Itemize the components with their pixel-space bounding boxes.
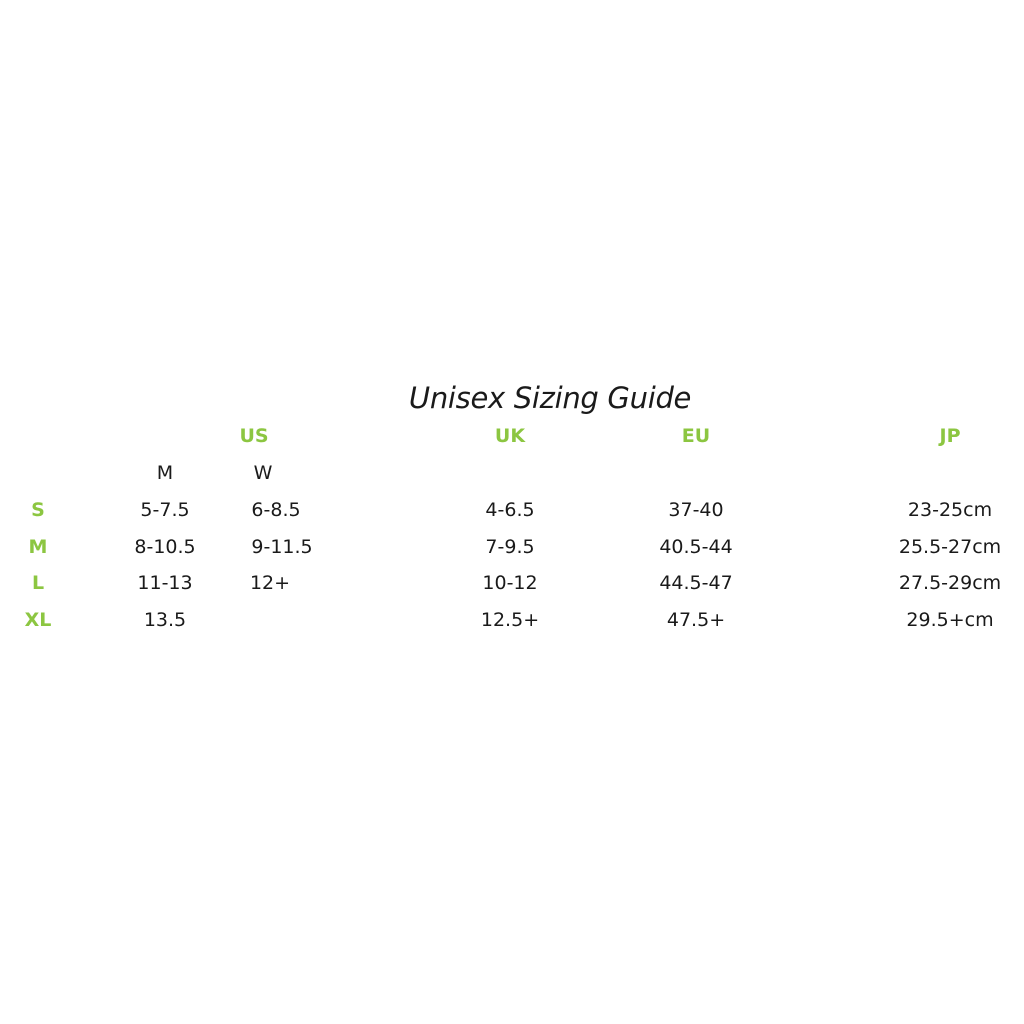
cell-xl-eu: 47.5+ bbox=[666, 609, 726, 631]
header-jp: JP bbox=[939, 425, 961, 447]
size-label-s: S bbox=[31, 499, 45, 521]
cell-m-eu: 40.5-44 bbox=[659, 536, 733, 558]
cell-m-us-men: 8-10.5 bbox=[134, 536, 196, 558]
cell-m-us-women: 9-11.5 bbox=[251, 536, 313, 558]
page-title: Unisex Sizing Guide bbox=[408, 381, 692, 415]
cell-l-us-men: 11-13 bbox=[137, 572, 193, 594]
cell-m-uk: 7-9.5 bbox=[485, 536, 535, 558]
cell-s-eu: 37-40 bbox=[668, 499, 724, 521]
header-us: US bbox=[239, 425, 269, 447]
cell-s-us-men: 5-7.5 bbox=[140, 499, 190, 521]
cell-s-us-women: 6-8.5 bbox=[251, 499, 301, 521]
header-eu: EU bbox=[681, 425, 711, 447]
header-uk: UK bbox=[494, 425, 526, 447]
size-label-m: M bbox=[28, 536, 48, 558]
subheader-us-men: M bbox=[156, 462, 174, 484]
cell-xl-us-men: 13.5 bbox=[143, 609, 187, 631]
cell-l-jp: 27.5-29cm bbox=[898, 572, 1002, 594]
cell-s-uk: 4-6.5 bbox=[485, 499, 535, 521]
cell-xl-uk: 12.5+ bbox=[480, 609, 540, 631]
size-label-l: L bbox=[31, 572, 45, 594]
cell-l-eu: 44.5-47 bbox=[659, 572, 733, 594]
cell-l-uk: 10-12 bbox=[482, 572, 538, 594]
cell-m-jp: 25.5-27cm bbox=[898, 536, 1002, 558]
subheader-us-women: W bbox=[253, 462, 273, 484]
cell-xl-jp: 29.5+cm bbox=[906, 609, 994, 631]
size-label-xl: XL bbox=[24, 609, 52, 631]
cell-s-jp: 23-25cm bbox=[907, 499, 993, 521]
cell-l-us-women: 12+ bbox=[249, 572, 291, 594]
